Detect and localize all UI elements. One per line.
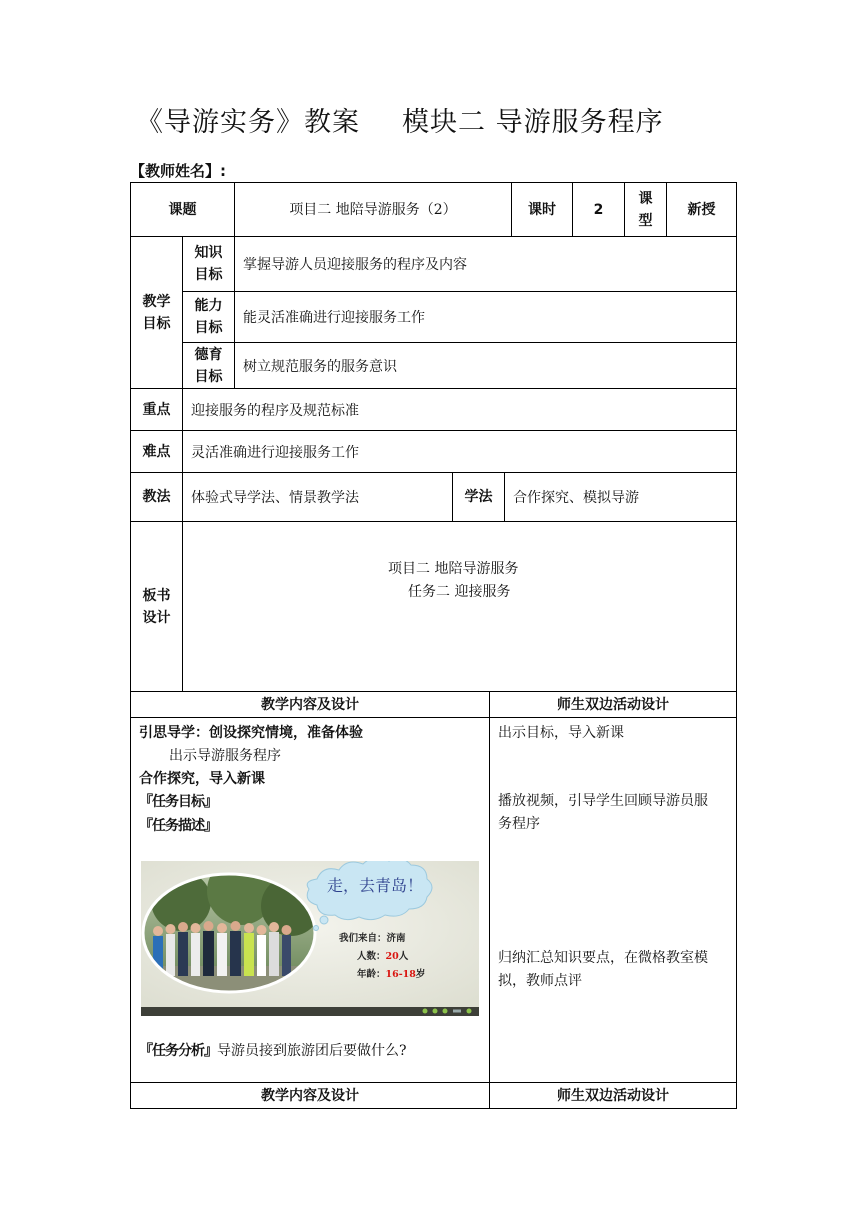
type-label: 课型 xyxy=(638,190,653,229)
objective-ability-label-cell xyxy=(182,291,235,343)
content-header-left xyxy=(130,691,490,718)
title-module: 模块二 导游服务程序 xyxy=(402,107,664,138)
topic-label: 课题 xyxy=(168,201,197,218)
content-right-cell xyxy=(489,717,737,1083)
teaching-method-label: 教法 xyxy=(142,489,171,505)
content-header-right-repeat-label: 师生双边活动设计 xyxy=(557,1087,669,1104)
slide-age-label: 年龄： xyxy=(357,969,386,980)
objective-ability-label: 能力目标 xyxy=(194,298,223,336)
learning-method-label: 学法 xyxy=(464,489,493,505)
hours-label-cell xyxy=(511,182,573,237)
difficulty-value-cell xyxy=(182,430,737,473)
teacher-name-label: 【教师姓名】: xyxy=(130,162,226,180)
objective-moral-value-cell xyxy=(234,342,737,389)
slide-bubble-text: 走，去青岛！ xyxy=(327,876,424,895)
task-slide-image xyxy=(141,861,479,1016)
slide-count-value: 20 xyxy=(385,951,399,962)
learning-method-value-cell xyxy=(504,472,737,522)
key-point-value-cell xyxy=(182,388,737,431)
svg-text:人数：20人 xyxy=(357,950,409,962)
activity-2-line-1: 播放视频，引导学生回顾导游员服 xyxy=(498,793,708,809)
key-point-label: 重点 xyxy=(142,401,171,418)
teaching-method-value: 体验式导学法、情景教学法 xyxy=(191,490,359,506)
content-header-right-label: 师生双边活动设计 xyxy=(557,696,669,713)
learning-method-value: 合作探究、模拟导游 xyxy=(513,490,639,506)
content-header-left-label: 教学内容及设计 xyxy=(261,696,359,713)
content-header-right-repeat xyxy=(489,1082,737,1109)
difficulty-label-cell xyxy=(130,430,183,473)
learning-method-label-cell xyxy=(452,472,505,522)
svg-text:年龄：16-18岁 xyxy=(357,968,425,980)
document-title xyxy=(136,100,664,139)
key-point-value: 迎接服务的程序及规范标准 xyxy=(191,402,359,419)
board-design-content-cell xyxy=(182,521,737,692)
hours-value-cell xyxy=(572,182,625,237)
svg-text:我们来自：济南 xyxy=(339,932,406,944)
objective-knowledge-label: 知识目标 xyxy=(194,245,223,283)
difficulty-value: 灵活准确进行迎接服务工作 xyxy=(191,444,359,461)
task-goal-label: 『任务目标』 xyxy=(139,794,217,810)
slide-count-label: 人数： xyxy=(357,951,386,962)
slide-count-unit: 人 xyxy=(398,951,409,962)
activity-3-line-2: 拟，教师点评 xyxy=(498,973,582,989)
teaching-method-label-cell xyxy=(130,472,183,522)
objectives-label: 教学目标 xyxy=(142,293,171,332)
objective-moral-value: 树立规范服务的服务意识 xyxy=(243,358,397,375)
topic-value: 项目二 地陪导游服务（2） xyxy=(289,201,457,218)
type-label-cell xyxy=(624,182,667,237)
task-analysis-text: 导游员接到旅游团后要做什么? xyxy=(217,1043,407,1059)
objective-moral-label-cell xyxy=(182,342,235,389)
board-design-label: 板书设计 xyxy=(142,587,171,626)
objectives-label-cell xyxy=(130,236,183,389)
slide-age-value: 16-18 xyxy=(385,969,416,980)
activity-3-line-1: 归纳汇总知识要点，在微格教室模 xyxy=(498,950,708,966)
topic-label-cell xyxy=(130,182,235,237)
objective-knowledge-label-cell xyxy=(182,236,235,292)
board-line-2: 任务二 迎接服务 xyxy=(408,584,511,600)
content-header-left-repeat xyxy=(130,1082,490,1109)
objective-ability-value: 能灵活准确进行迎接服务工作 xyxy=(243,310,425,326)
title-course: 《导游实务》教案 xyxy=(136,107,360,138)
slide-graphic xyxy=(141,861,479,1016)
board-line-1: 项目二 地陪导游服务 xyxy=(388,561,519,577)
difficulty-label: 难点 xyxy=(142,443,171,460)
activity-2-line-2: 务程序 xyxy=(498,816,540,832)
topic-value-cell xyxy=(234,182,512,237)
type-value: 新授 xyxy=(687,201,716,218)
slide-from-value: 济南 xyxy=(386,933,406,944)
content-left-cell xyxy=(130,717,490,1083)
slide-from-label: 我们来自： xyxy=(339,933,387,944)
intro-text: 出示导游服务程序 xyxy=(169,748,281,764)
task-analysis-label: 『任务分析』 xyxy=(139,1043,217,1059)
activity-1: 出示目标，导入新课 xyxy=(498,725,624,741)
hours-value: 2 xyxy=(593,201,604,218)
task-description-label: 『任务描述』 xyxy=(139,818,217,834)
task-analysis xyxy=(139,1040,407,1060)
objective-knowledge-value-cell xyxy=(234,236,737,292)
board-design-label-cell xyxy=(130,521,183,692)
objective-moral-label: 德育目标 xyxy=(194,346,223,385)
hours-label: 课时 xyxy=(528,201,556,218)
objective-ability-value-cell xyxy=(234,291,737,343)
content-header-left-repeat-label: 教学内容及设计 xyxy=(261,1087,359,1104)
objective-knowledge-value: 掌握导游人员迎接服务的程序及内容 xyxy=(243,257,467,273)
teaching-method-value-cell xyxy=(182,472,453,522)
key-point-label-cell xyxy=(130,388,183,431)
slide-age-unit: 岁 xyxy=(415,969,426,980)
content-header-right xyxy=(489,691,737,718)
explore-title: 合作探究，导入新课 xyxy=(139,771,265,787)
intro-title: 引思导学：创设探究情境，准备体验 xyxy=(139,725,363,741)
type-value-cell xyxy=(666,182,737,237)
